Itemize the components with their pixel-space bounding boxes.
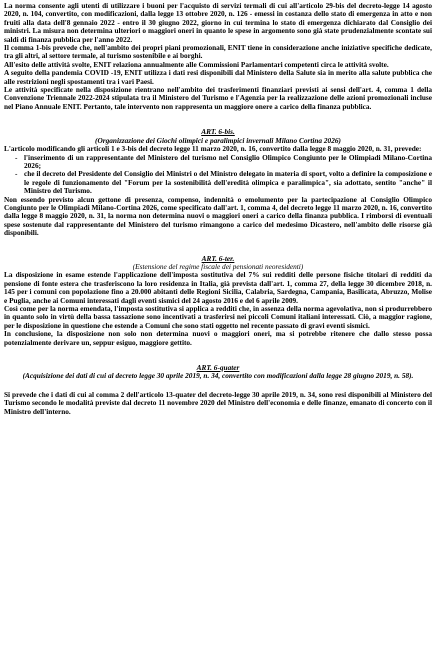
list-item: - l'inserimento di un rappresentante del Ministero del turismo nel Consiglio Olimpico Congiunto per le Olimpiadi Milano-Cortina 2026; (24, 154, 432, 171)
art-6bis-paragraph-2: Non essendo previsto alcun gettone di presenza, compenso, indennità o emolumento per la partecipazione al Consiglio Olimpico Congiunto per le Olimpiadi Milano-Cortina 2026, come specificato dall'art. 1, comma 4, del decreto legge 11 marzo 2020, n. 16, convertito dalla legge 8 maggio 2020, n. 31, la norma non determina nuovi o maggiori oneri a carico della finanza pubblica. I rimborsi di eventuali spese sostenute dal rappresentante del Ministero del turismo rimangono a carico del medesimo Dicastero, nell'ambito delle risorse già disponibili. (4, 194, 432, 238)
art-6ter-title: ART. 6-ter. (201, 253, 235, 263)
art-6ter-heading (4, 255, 432, 272)
list-item: - che il decreto del Presidente del Consiglio dei Ministri o del Ministro delegato in materia di sport, volto a definire la composizione e le regole di funzionamento del "Forum per la sostenibilità dell'eredità olimpica e paralimpica", sia adottato, sentito "anche" il Ministro del Turismo. (24, 170, 432, 195)
art-6bis-paragraph-1: L'articolo modificando gli articoli 1 e 3-bis del decreto legge 11 marzo 2020, n. 16, convertito dalla legge 8 maggio 2020, n. 31, prevede: (4, 144, 422, 154)
intro-paragraph-2: Il comma 1-bis prevede che, nell'ambito dei propri piani promozionali, ENIT tiene in considerazione anche iniziative specifiche dedicate, tra gli altri, al settore termale, al turismo sostenibile e ai borghi. (4, 43, 432, 61)
intro-paragraph-3: All'esito delle attività svolte, ENIT relaziona annualmente alle Commissioni Parlamentari competenti circa le attività svolte. (4, 59, 389, 69)
art-6bis-title: ART. 6-bis. (201, 127, 235, 137)
art-6ter-paragraph-3: In conclusione, la disposizione non solo non determina nuovi o maggiori oneri, ma si potrebbe ritenere che dallo stesso possa potenzialmente derivare un, seppur esiguo, maggiore gettito. (4, 329, 432, 347)
art-6bis-list (4, 154, 432, 196)
art-6ter-paragraph-2: Così come per la norma emendata, l'imposta sostitutiva si applica a redditi che, in assenza della norma agevolativa, non si produrrebbero in quanto solo in virtù della bassa tassazione sono incentivati a trasferirsi nei piccoli Comuni italiani interessati. Ciò, a maggior ragione, per le disposizione in questione che estende a Comuni che sono stati oggetto nel recente passato di gravi eventi sismici. (4, 304, 432, 330)
intro-paragraph-5: Le attività specificate nella disposizione rientrano nell'ambito dei trasferimenti finanziari previsti ai sensi dell'art. 4, comma 1 della Convenzione Triennale 2022-2024 stipulata tra il Ministero del Turismo e l'Agenzia per la realizzazione delle azioni promozionali incluse nel Piano Annuale ENIT. Pertanto, tale intervento non rappresenta un maggiore onere a carico della finanza pubblica. (4, 85, 432, 111)
art-6quater-title: ART. 6-quater (196, 363, 240, 373)
art-6quater-paragraph-1: Si prevede che i dati di cui al comma 2 dell'articolo 13-quater del decreto-legge 30 aprile 2019, n. 34, sono resi disponibili al Ministero del Turismo secondo le modalità previste dal decreto 11 novembre 2020 del Ministro dell'economia e delle finanze, emanato di concerto con il Ministro dell'interno. (4, 389, 432, 416)
art-6ter-paragraph-1: La disposizione in esame estende l'applicazione dell'imposta sostitutiva del 7% sui redditi delle persone fisiche titolari di redditi da pensione di fonte estera che trasferiscono la loro residenza in Italia, già prevista dall'art. 1, comma 27, della legge 30 dicembre 2018, n. 145 per i comuni con popolazione fino a 20.000 abitanti delle Regioni Sicilia, Calabria, Sardegna, Campania, Basilicata, Abruzzo, Molise e Puglia, anche ai Comuni interessati dagli eventi sismici del 24 agosto 2016 e del 6 aprile 2009. (4, 270, 432, 305)
intro-paragraph-1: La norma consente agli utenti di utilizzare i buoni per l'acquisto di servizi termali di cui all'articolo 29-bis del decreto-legge 14 agosto 2020, n. 104, convertito, con modificazioni, dalla legge 13 ottobre 2020, n. 126 - emessi in costanza dello stato di emergenza in atto e non fruiti alla data dell'8 gennaio 2022 - entro il 30 giugno 2022, giorno in cui termina lo stato di emergenza dichiarato dal Consiglio dei ministri. La misura non determina ulteriori o maggiori oneri in quanto le spese in argomento sono già state prudenzialmente scontate sui saldi di finanza pubblica per l'anno 2022. (4, 1, 432, 44)
art-6quater-subtitle: (Acquisizione dei dati di cui al decreto legge 30 aprile 2019, n. 34, convertito con modificazioni dalla legge 28 giugno 2019, n. 58). (22, 371, 414, 381)
art-6ter-subtitle: (Estensione del regime fiscale dei pensionati neoresidenti) (132, 261, 304, 271)
intro-paragraph-4: A seguito della pandemia COVID -19, ENIT utilizza i dati resi disponibili dal Ministero della Salute sia in merito alla salute pubblica che alle restrizioni negli spostamenti tra i vari Paesi. (4, 68, 432, 86)
art-6quater-heading (4, 364, 432, 381)
art-6bis-subtitle: (Organizzazione dei Giochi olimpici e paralimpici invernali Milano Cortina 2026) (95, 135, 341, 145)
art-6bis-heading (4, 128, 432, 145)
